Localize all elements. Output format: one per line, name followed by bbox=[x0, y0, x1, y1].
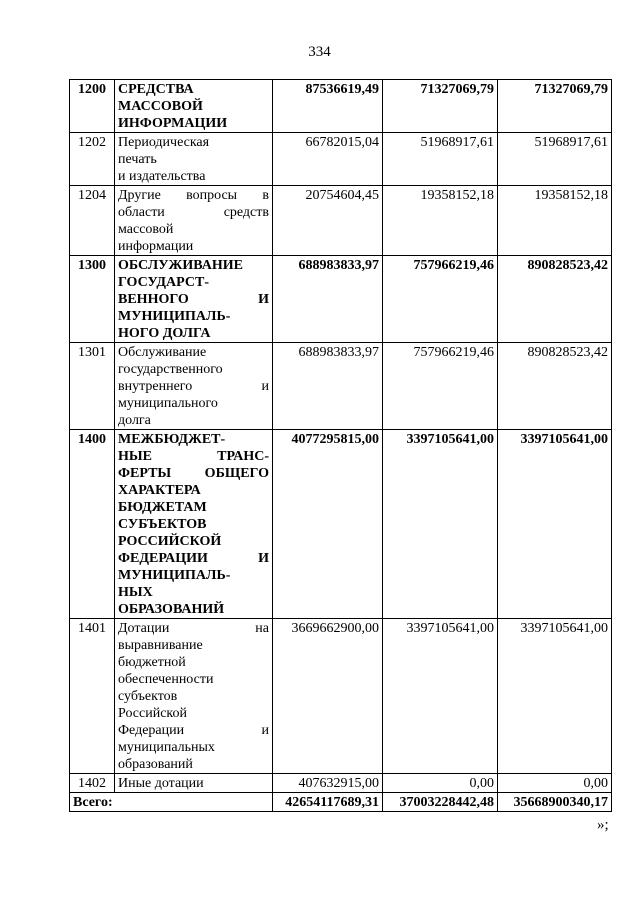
closing-quote-mark: »; bbox=[597, 817, 609, 833]
row-name-line: МУНИЦИПАЛЬ- bbox=[118, 568, 231, 583]
row-name-line: информации bbox=[118, 239, 194, 254]
row-name-line: государственного bbox=[118, 362, 223, 377]
row-code: 1301 bbox=[70, 343, 115, 430]
row-name-line: субъектов bbox=[118, 689, 178, 704]
row-name-line: НОГО ДОЛГА bbox=[118, 326, 211, 341]
row-name-line: ВЕННОГО И bbox=[118, 292, 269, 307]
row-code: 1401 bbox=[70, 619, 115, 774]
row-name bbox=[115, 343, 273, 430]
row-name-line: печать bbox=[118, 152, 157, 167]
total-value-1: 42654117689,31 bbox=[273, 793, 383, 812]
row-name-line: ГОСУДАРСТ- bbox=[118, 275, 209, 290]
total-value-2: 37003228442,48 bbox=[383, 793, 498, 812]
row-name-line: МУНИЦИПАЛЬ- bbox=[118, 309, 231, 324]
row-name bbox=[115, 430, 273, 619]
budget-table bbox=[69, 79, 612, 812]
budget-table-body bbox=[70, 80, 612, 793]
row-value-1: 688983833,97 bbox=[273, 256, 383, 343]
row-name-line: НЫЕ ТРАНС- bbox=[118, 449, 269, 464]
row-name-line: внутреннего и bbox=[118, 379, 269, 394]
row-name-line: ОБСЛУЖИВАНИЕ bbox=[118, 258, 243, 273]
row-name-line: муниципальных bbox=[118, 740, 215, 755]
table-row bbox=[70, 80, 612, 133]
table-row bbox=[70, 133, 612, 186]
row-code: 1300 bbox=[70, 256, 115, 343]
row-value-1: 3669662900,00 bbox=[273, 619, 383, 774]
row-name bbox=[115, 186, 273, 256]
row-value-2: 757966219,46 bbox=[383, 343, 498, 430]
table-row bbox=[70, 619, 612, 774]
row-name-line: МЕЖБЮДЖЕТ- bbox=[118, 432, 226, 447]
row-name-line: БЮДЖЕТАМ bbox=[118, 500, 207, 515]
row-name bbox=[115, 256, 273, 343]
table-row bbox=[70, 774, 612, 793]
row-name-line: ОБРАЗОВАНИЙ bbox=[118, 602, 225, 617]
row-name-line: бюджетной bbox=[118, 655, 186, 670]
row-name-line: массовой bbox=[118, 222, 174, 237]
row-name-line: выравнивание bbox=[118, 638, 203, 653]
row-name-line: Иные дотации bbox=[118, 776, 204, 791]
row-name-line: и издательства bbox=[118, 169, 206, 184]
page-number: 334 bbox=[308, 44, 331, 60]
row-value-3: 71327069,79 bbox=[498, 80, 612, 133]
row-value-2: 71327069,79 bbox=[383, 80, 498, 133]
total-value-3: 35668900340,17 bbox=[498, 793, 612, 812]
row-name-line: ФЕДЕРАЦИИ И bbox=[118, 551, 269, 566]
row-value-2: 19358152,18 bbox=[383, 186, 498, 256]
row-name-line: муниципального bbox=[118, 396, 218, 411]
row-value-2: 51968917,61 bbox=[383, 133, 498, 186]
row-name-line: СРЕДСТВА bbox=[118, 82, 194, 97]
row-name-line: области средств bbox=[118, 205, 269, 220]
row-value-1: 20754604,45 bbox=[273, 186, 383, 256]
row-code: 1200 bbox=[70, 80, 115, 133]
row-name-line: долга bbox=[118, 413, 151, 428]
row-code: 1400 bbox=[70, 430, 115, 619]
row-name bbox=[115, 619, 273, 774]
row-code: 1202 bbox=[70, 133, 115, 186]
row-value-3: 3397105641,00 bbox=[498, 619, 612, 774]
row-name bbox=[115, 80, 273, 133]
table-row bbox=[70, 186, 612, 256]
total-row bbox=[70, 793, 612, 812]
row-value-2: 757966219,46 bbox=[383, 256, 498, 343]
row-name-line: Периодическая bbox=[118, 135, 210, 150]
row-value-1: 4077295815,00 bbox=[273, 430, 383, 619]
table-row bbox=[70, 430, 612, 619]
row-code: 1204 bbox=[70, 186, 115, 256]
table-row bbox=[70, 343, 612, 430]
row-value-1: 66782015,04 bbox=[273, 133, 383, 186]
row-name-line: ХАРАКТЕРА bbox=[118, 483, 201, 498]
row-value-1: 407632915,00 bbox=[273, 774, 383, 793]
row-name-line: ФЕРТЫ ОБЩЕГО bbox=[118, 466, 269, 481]
row-name-line: Обслуживание bbox=[118, 345, 207, 360]
row-name-line: Российской bbox=[118, 706, 187, 721]
row-name-line: ИНФОРМАЦИИ bbox=[118, 116, 228, 131]
row-name-line: СУБЪЕКТОВ bbox=[118, 517, 207, 532]
row-name bbox=[115, 133, 273, 186]
row-code: 1402 bbox=[70, 774, 115, 793]
row-name-line: НЫХ bbox=[118, 585, 153, 600]
row-name-line: образований bbox=[118, 757, 193, 772]
row-name-line: МАССОВОЙ bbox=[118, 99, 203, 114]
row-name-line: обеспеченности bbox=[118, 672, 214, 687]
row-value-1: 688983833,97 bbox=[273, 343, 383, 430]
row-value-2: 3397105641,00 bbox=[383, 430, 498, 619]
table-row bbox=[70, 256, 612, 343]
row-value-1: 87536619,49 bbox=[273, 80, 383, 133]
row-name bbox=[115, 774, 273, 793]
row-value-3: 0,00 bbox=[498, 774, 612, 793]
row-name-line: Другие вопросы в bbox=[118, 188, 269, 203]
row-value-2: 0,00 bbox=[383, 774, 498, 793]
row-value-3: 890828523,42 bbox=[498, 343, 612, 430]
row-name-line: Федерации и bbox=[118, 723, 269, 738]
row-value-3: 890828523,42 bbox=[498, 256, 612, 343]
row-value-3: 19358152,18 bbox=[498, 186, 612, 256]
row-value-3: 3397105641,00 bbox=[498, 430, 612, 619]
row-name-line: Дотации на bbox=[118, 621, 269, 636]
row-value-2: 3397105641,00 bbox=[383, 619, 498, 774]
total-label: Всего: bbox=[70, 793, 273, 812]
row-value-3: 51968917,61 bbox=[498, 133, 612, 186]
row-name-line: РОССИЙСКОЙ bbox=[118, 534, 222, 549]
